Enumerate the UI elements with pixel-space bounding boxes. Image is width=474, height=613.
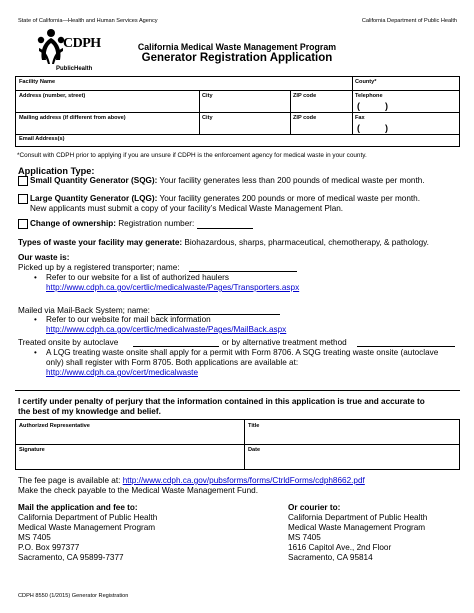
sqg-option xyxy=(30,176,425,186)
authorized-rep-field[interactable] xyxy=(17,430,243,444)
our-waste-heading: Our waste is: xyxy=(18,253,70,262)
address-field[interactable] xyxy=(17,100,198,112)
email-label: Email Address(s) xyxy=(19,136,65,142)
transporter-reference: Refer to our website for a list of authorized haulers xyxy=(46,273,229,282)
logo-text: CDPH xyxy=(63,36,101,51)
courier-address xyxy=(288,513,427,563)
sqg-label: Small Quantity Generator (SQG): xyxy=(30,176,158,185)
bullet-icon: • xyxy=(34,273,37,282)
signature-table xyxy=(15,419,460,470)
courier-address-line: MS 7405 xyxy=(288,533,321,542)
onsite-alternative-label: or by alternative treatment method xyxy=(222,338,347,347)
change-ownership-checkbox[interactable] xyxy=(18,219,28,229)
alternative-method-field[interactable] xyxy=(357,346,455,347)
facility-info-table xyxy=(15,76,460,147)
waste-types-text: Biohazardous, sharps, pharmaceutical, chemotherapy, & pathology. xyxy=(184,238,429,247)
onsite-note-line1: A LQG treating waste onsite shall apply for a permit with Form 8706. A SQG treating waste onsite (autoclave xyxy=(46,348,439,357)
mail-address-line: Sacramento, CA 95899-7377 xyxy=(18,553,124,562)
fax-field[interactable]: ( ) xyxy=(357,123,388,133)
courier-address-line: 1616 Capitol Ave., 2nd Floor xyxy=(288,543,392,552)
title-field[interactable] xyxy=(246,430,458,444)
email-field[interactable] xyxy=(96,135,456,146)
change-ownership-option xyxy=(30,219,194,229)
authorized-rep-label: Authorized Representative xyxy=(19,423,90,429)
courier-address-line: Sacramento, CA 95814 xyxy=(288,553,373,562)
mail-address xyxy=(18,513,157,563)
fee-link[interactable]: http://www.cdph.ca.gov/pubsforms/forms/CtrldForms/cdph8662.pdf xyxy=(122,476,365,485)
bullet-icon: • xyxy=(34,315,37,324)
payable-note: Make the check payable to the Medical Waste Management Fund. xyxy=(18,486,258,495)
program-name: California Medical Waste Management Program xyxy=(137,42,337,52)
onsite-autoclave-label: Treated onsite by autoclave xyxy=(18,338,119,347)
mailing-city-label: City xyxy=(202,115,213,121)
mail-heading: Mail the application and fee to: xyxy=(18,503,138,512)
lqg-option xyxy=(30,194,420,204)
consult-note: *Consult with CDPH prior to applying if you are unsure if CDPH is the enforcement agency for medical waste in your county. xyxy=(17,152,367,159)
registration-number-label: Registration number: xyxy=(118,219,195,228)
county-field[interactable] xyxy=(354,84,458,90)
sqg-checkbox[interactable] xyxy=(18,176,28,186)
waste-types-line xyxy=(18,238,429,248)
telephone-label: Telephone xyxy=(355,93,383,99)
fax-label: Fax xyxy=(355,115,365,121)
city-field[interactable] xyxy=(201,100,289,112)
title-label: Title xyxy=(248,423,260,429)
registration-number-field[interactable] xyxy=(197,228,253,229)
transporter-name-field[interactable] xyxy=(189,271,297,272)
form-footer: CDPH 8550 (1/2015) Generator Registration xyxy=(18,593,129,599)
department-label: California Department of Public Health xyxy=(361,18,457,24)
mailing-city-field[interactable] xyxy=(201,122,289,134)
courier-address-line: California Department of Public Health xyxy=(288,513,428,522)
facility-name-label: Facility Name xyxy=(19,79,56,85)
mailback-label: Mailed via Mail-Back System; name: xyxy=(18,306,150,315)
transporter-link[interactable]: http://www.cdph.ca.gov/certlic/medicalwaste/Pages/Transporters.aspx xyxy=(46,283,300,292)
courier-heading: Or courier to: xyxy=(288,503,341,512)
county-label: County* xyxy=(355,79,377,85)
mailing-zip-field[interactable] xyxy=(292,122,351,134)
signature-field[interactable] xyxy=(17,454,243,468)
certify-line1: I certify under penalty of perjury that the information contained in this application is true and accurate to xyxy=(18,397,425,406)
mail-address-line: California Department of Public Health xyxy=(18,513,158,522)
page-title: Generator Registration Application xyxy=(141,52,333,64)
lqg-plan-note: New applicants must submit a copy of your facility’s Medical Waste Management Plan. xyxy=(30,204,344,213)
mail-address-line: Medical Waste Management Program xyxy=(18,523,156,532)
transporter-label: Picked up by a registered transporter; name: xyxy=(18,263,180,272)
fee-line xyxy=(18,476,365,486)
zip-field[interactable] xyxy=(292,100,351,112)
onsite-note-line2: only) shall register with Form 8705. Both applications are available at: xyxy=(46,358,299,367)
address-label: Address (number, street) xyxy=(19,93,86,99)
zip-label: ZIP code xyxy=(293,93,317,99)
telephone-field[interactable]: ( ) xyxy=(357,101,388,111)
agency-label: State of California—Health and Human Services Agency xyxy=(18,18,158,24)
courier-address-line: Medical Waste Management Program xyxy=(288,523,426,532)
mail-address-line: MS 7405 xyxy=(18,533,51,542)
date-field[interactable] xyxy=(246,454,458,468)
section-divider xyxy=(15,390,460,391)
fee-label: The fee page is available at: xyxy=(18,476,121,485)
city-label: City xyxy=(202,93,213,99)
sqg-description: Your facility generates less than 200 pounds of medical waste per month. xyxy=(159,176,425,185)
mailing-address-field[interactable] xyxy=(17,122,198,134)
change-ownership-label: Change of ownership: xyxy=(30,219,116,228)
mailback-link[interactable]: http://www.cdph.ca.gov/certlic/medicalwaste/Pages/MailBack.aspx xyxy=(46,325,287,334)
mail-address-line: P.O. Box 997377 xyxy=(18,543,80,552)
certify-line2: the best of my knowledge and belief. xyxy=(18,407,161,416)
mailing-address-label: Mailing address (if different from above) xyxy=(19,115,126,121)
facility-name-field[interactable] xyxy=(17,84,351,90)
application-type-heading: Application Type: xyxy=(18,166,95,176)
lqg-label: Large Quantity Generator (LQG): xyxy=(30,194,158,203)
bullet-icon: • xyxy=(34,348,37,357)
signature-label: Signature xyxy=(19,447,45,453)
waste-types-label: Types of waste your facility may generate: xyxy=(18,238,183,247)
lqg-checkbox[interactable] xyxy=(18,194,28,204)
autoclave-field[interactable] xyxy=(133,346,219,347)
onsite-link[interactable]: http://www.cdph.ca.gov/cert/medicalwaste xyxy=(46,368,198,377)
mailback-reference: Refer to our website for mail back information xyxy=(46,315,211,324)
mailing-zip-label: ZIP code xyxy=(293,115,317,121)
date-label: Date xyxy=(248,447,261,453)
logo-subtext: PublicHealth xyxy=(56,66,93,72)
lqg-description: Your facility generates 200 pounds or more of medical waste per month. xyxy=(159,194,420,203)
